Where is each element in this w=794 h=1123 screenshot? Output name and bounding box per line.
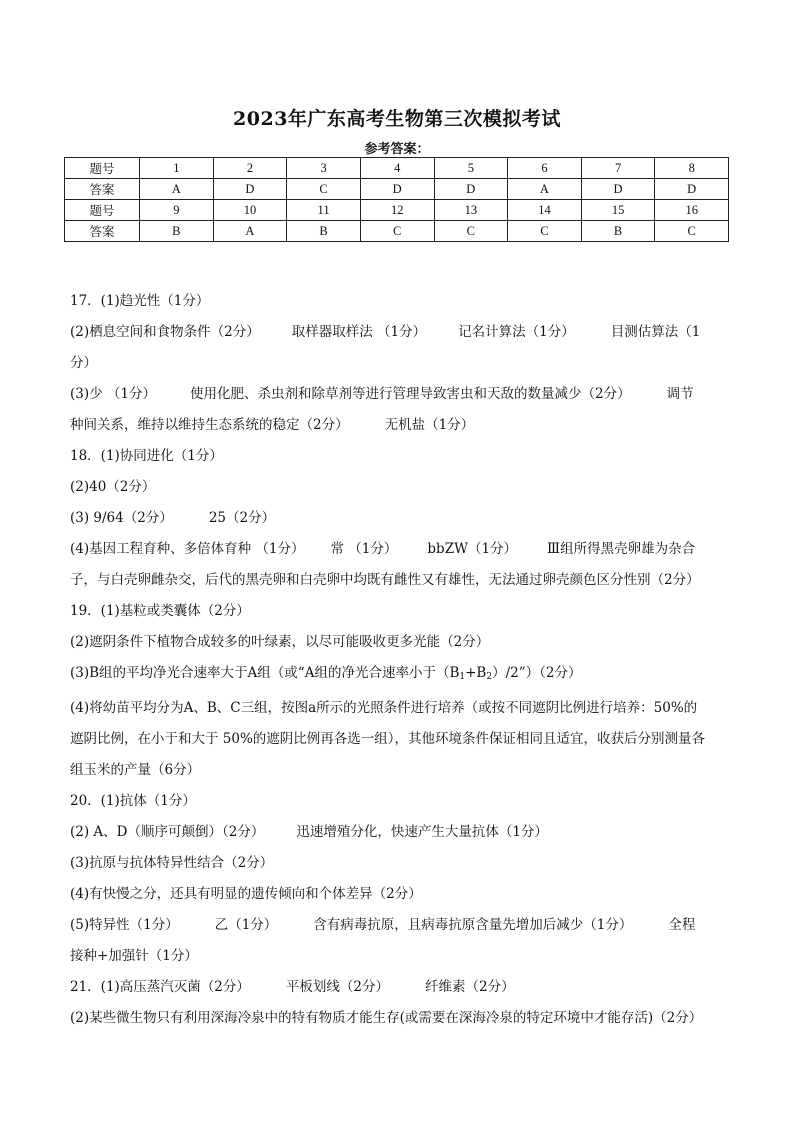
q18-line-3: (3) 9/64（2分） 25（2分）: [70, 510, 276, 526]
table-cell: 10: [213, 200, 287, 221]
q17-line-2: (2)栖息空间和食物条件（2分） 取样器取样法 （1分） 记名计算法（1分） 目测估算法（1: [70, 324, 701, 340]
q20-line-5: (5)特异性（1分） 乙（1分） 含有病毒抗原，且病毒抗原含量先增加后减少（1分） 全程: [70, 917, 696, 933]
table-cell: D: [655, 179, 729, 200]
q18-line-5: 子，与白壳卵雌杂交，后代的黑壳卵和白壳卵中均既有雌性又有雄性，无法通过卵壳颜色区分性别（2分）: [70, 572, 700, 588]
q19-line-4: (4)将幼苗平均分为A、B、C三组，按图a所示的光照条件进行培养（或按不同遮阴比例进行培养：50%的: [70, 700, 698, 716]
table-cell: C: [360, 221, 434, 242]
table-row: [65, 179, 729, 200]
table-cell: 5: [434, 158, 508, 179]
table-cell: 1: [140, 158, 214, 179]
table-cell: D: [213, 179, 287, 200]
table-cell: 7: [581, 158, 655, 179]
q20-line-1: 20．(1)抗体（1分）: [70, 793, 196, 809]
table-cell: 8: [655, 158, 729, 179]
table-cell: A: [213, 221, 287, 242]
answers-body: [70, 286, 722, 1034]
table-row-label: 答案: [65, 179, 140, 200]
table-cell: C: [655, 221, 729, 242]
table-row-label: 答案: [65, 221, 140, 242]
table-cell: 4: [360, 158, 434, 179]
q20-line-3: (3)抗原与抗体特异性结合（2分）: [70, 855, 274, 871]
q18-line-2: (2)40（2分）: [70, 479, 156, 495]
q21-line-1: 21．(1)高压蒸汽灭菌（2分） 平板划线（2分） 纤维素（2分）: [70, 979, 515, 995]
table-cell: 13: [434, 200, 508, 221]
q18-line-1: 18．(1)协同进化（1分）: [70, 448, 223, 464]
table-row: [65, 200, 729, 221]
q20-line-6: 接种+加强针（1分）: [70, 948, 198, 964]
q17-line-5: 种间关系，维持以维持生态系统的稳定（2分） 无机盐（1分）: [70, 417, 475, 433]
table-cell: 6: [508, 158, 582, 179]
table-row-label: 题号: [65, 158, 140, 179]
q20-line-4: (4)有快慢之分，还具有明显的遗传倾向和个体差异（2分）: [70, 886, 422, 902]
table-cell: C: [508, 221, 582, 242]
q19-line-6: 组玉米的产量（6分）: [70, 762, 201, 778]
table-cell: 11: [287, 200, 361, 221]
table-cell: B: [140, 221, 214, 242]
table-cell: D: [360, 179, 434, 200]
answer-key-heading: 参考答案：: [364, 142, 430, 157]
table-row: [65, 158, 729, 179]
table-cell: B: [287, 221, 361, 242]
table-cell: C: [434, 221, 508, 242]
q19-line-1: 19．(1)基粒或类囊体（2分）: [70, 603, 250, 619]
q19-line-5: 遮阴比例，在小于和大于 50%的遮阴比例再各选一组），其他环境条件保证相同且适宜，收获后分别测量各: [70, 731, 706, 747]
table-cell: 14: [508, 200, 582, 221]
page-title: 2023年广东高考生物第三次模拟考试: [233, 108, 561, 130]
table-cell: C: [287, 179, 361, 200]
table-cell: D: [581, 179, 655, 200]
q17-line-3: 分）: [70, 355, 97, 371]
table-cell: 16: [655, 200, 729, 221]
table-cell: 12: [360, 200, 434, 221]
table-cell: B: [581, 221, 655, 242]
q20-line-2: (2) A、D（顺序可颠倒）（2分） 迅速增殖分化，快速产生大量抗体（1分）: [70, 824, 548, 840]
table-cell: D: [434, 179, 508, 200]
table-cell: A: [508, 179, 582, 200]
answer-table: [64, 157, 729, 242]
table-cell: 15: [581, 200, 655, 221]
q19-line-3: (3)B组的平均净光合速率大于A组（或“A组的净光合速率小于$(B_1+B_2)/2”)(2$分）: [70, 665, 582, 682]
table-cell: 2: [213, 158, 287, 179]
q17-line-4: (3)少 （1分） 使用化肥、杀虫剂和除草剂等进行管理导致害虫和天敌的数量减少（2分） 调节: [70, 386, 694, 402]
table-row: [65, 221, 729, 242]
q19-line-2: (2)遮阴条件下植物合成较多的叶绿素，以尽可能吸收更多光能（2分）: [70, 634, 490, 650]
q17-line-1: 17．(1)趋光性（1分）: [70, 293, 210, 309]
q21-line-2: (2)某些微生物只有利用深海冷泉中的特有物质才能生存(或需要在深海冷泉的特定环境中才能存活)（2分）: [70, 1010, 703, 1026]
table-cell: 3: [287, 158, 361, 179]
table-cell: 9: [140, 200, 214, 221]
table-cell: A: [140, 179, 214, 200]
table-row-label: 题号: [65, 200, 140, 221]
q18-line-4: (4)基因工程育种、多倍体育种 （1分） 常 （1分） bbZW（1分） Ⅲ组所得黑壳卵雄为杂合: [70, 541, 696, 557]
